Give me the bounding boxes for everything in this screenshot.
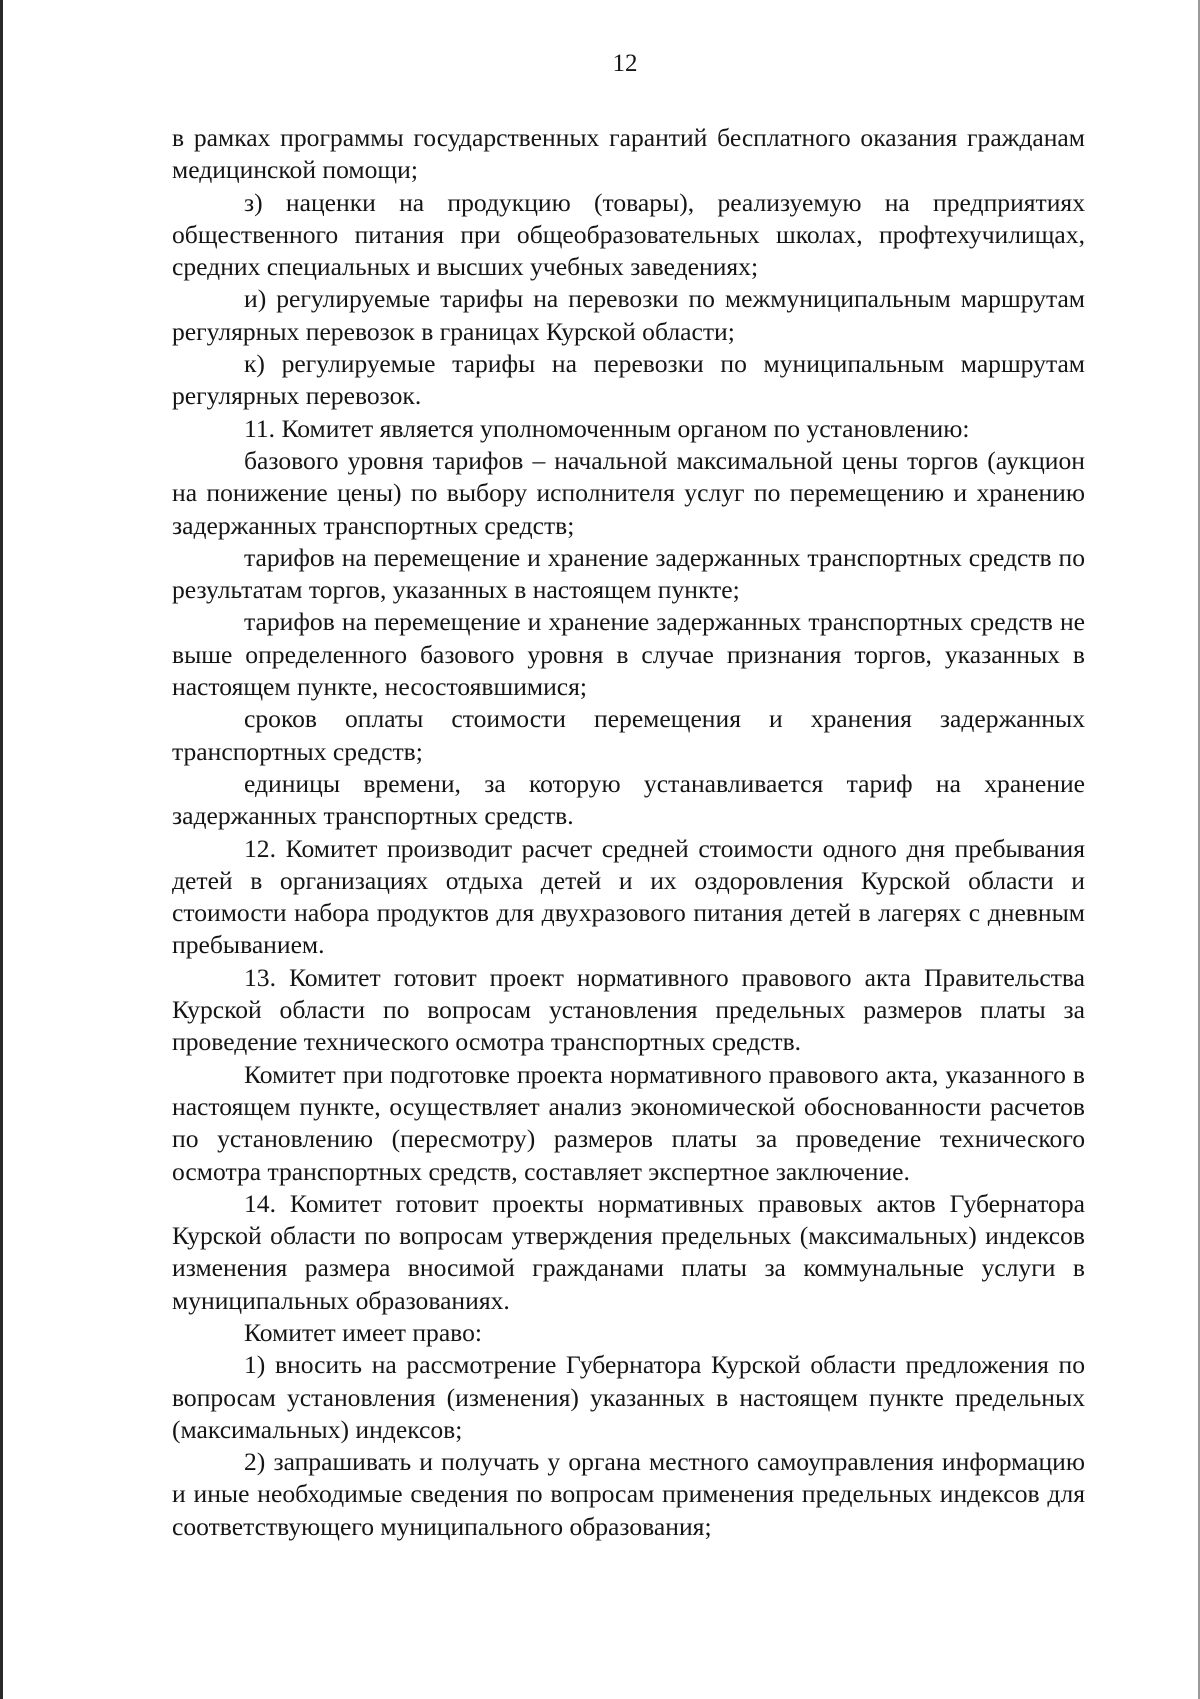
paragraph-tariff-failed-auction: тарифов на перемещение и хранение задержанных транспортных средств не выше определенного базового уровня в случае признания торгов, указанных в настоящем пункте, несостоявшимися; xyxy=(172,607,1085,702)
paragraph-item-k: к) регулируемые тарифы на перевозки по муниципальным маршрутам регулярных перевозок. xyxy=(172,349,1085,411)
paragraph-continuation: в рамках программы государственных гарантий бесплатного оказания гражданам медицинской помощи; xyxy=(172,123,1085,185)
paragraph-rights-heading: Комитет имеет право: xyxy=(244,1317,482,1347)
paragraph-section-11: 11. Комитет является уполномоченным органом по установлению: xyxy=(244,413,970,443)
paragraph-tariff-results: тарифов на перемещение и хранение задержанных транспортных средств по результатам торгов, указанных в настоящем пункте; xyxy=(172,542,1085,605)
body-text xyxy=(172,122,1085,1543)
paragraph-section-12: 12. Комитет производит расчет средней стоимости одного дня пребывания детей в организациях отдыха детей и их оздоровления Курской области и стоимости набора продуктов для двухразового питания детей в лагерях с дневным пребыванием. xyxy=(172,833,1085,960)
paragraph-right-2: 2) запрашивать и получать у органа местного самоуправления информацию и иные необходимые сведения по вопросам применения предельных индексов для соответствующего муниципального образования; xyxy=(172,1447,1085,1541)
paragraph-right-1: 1) вносить на рассмотрение Губернатора Курской области предложения по вопросам установления (изменения) указанных в настоящем пункте предельных (максимальных) индексов; xyxy=(172,1350,1085,1444)
page-number: 12 xyxy=(612,50,638,77)
paragraph-section-13-analysis: Комитет при подготовке проекта нормативного правового акта, указанного в настоящем пункте, осуществляет анализ экономической обоснованности расчетов по установлению (пересмотру) размеров платы за проведение технического осмотра транспортных средств, составляет экспертное заключение. xyxy=(172,1059,1085,1186)
paragraph-item-i: и) регулируемые тарифы на перевозки по межмуниципальным маршрутам регулярных перевозок в границах Курской области; xyxy=(172,284,1085,346)
paragraph-section-14: 14. Комитет готовит проекты нормативных правовых актов Губернатора Курской области по вопросам утверждения предельных (максимальных) индексов изменения размера вносимой гражданами платы за коммунальные услуги в муниципальных образованиях. xyxy=(172,1188,1085,1315)
paragraph-time-unit: единицы времени, за которую устанавливается тариф на хранение задержанных транспортных средств. xyxy=(172,768,1085,831)
paragraph-base-tariff: базового уровня тарифов – начальной максимальной цены торгов (аукцион на понижение цены) по выбору исполнителя услуг по перемещению и хранению задержанных транспортных средств; xyxy=(172,445,1085,540)
paragraph-item-z: з) наценки на продукцию (товары), реализуемую на предприятиях общественного питания при общеобразовательных школах, профтехучилищах, средних специальных и высших учебных заведениях; xyxy=(172,187,1085,282)
paragraph-payment-terms: сроков оплаты стоимости перемещения и хранения задержанных транспортных средств; xyxy=(172,704,1085,766)
paragraph-section-13: 13. Комитет готовит проект нормативного правового акта Правительства Курской области по вопросам установления предельных размеров платы за проведение технического осмотра транспортных средств. xyxy=(172,962,1085,1057)
